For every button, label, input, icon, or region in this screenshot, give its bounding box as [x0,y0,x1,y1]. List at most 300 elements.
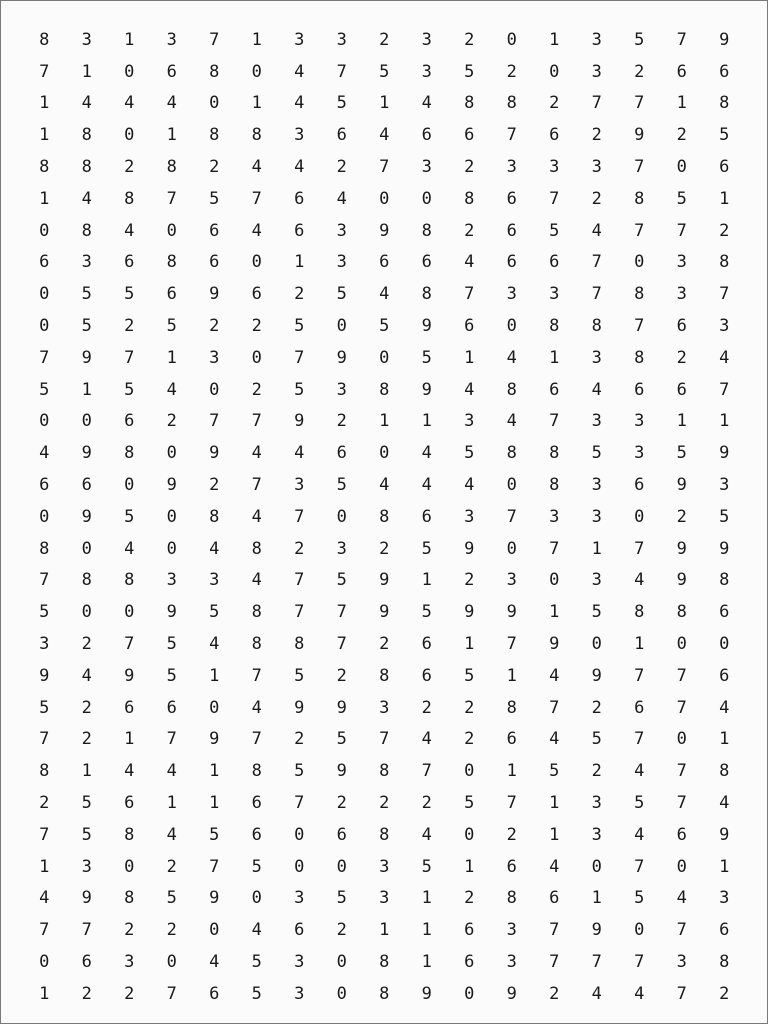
digit-cell: 6 [676,379,687,400]
digit-cell: 4 [209,952,220,972]
digit-cell: 3 [634,411,645,432]
digit-cell: 0 [634,920,645,941]
digit-cell: 8 [81,125,92,146]
digit-cell: 4 [166,824,177,845]
digit-cell: 1 [166,125,177,146]
digit-cell: 7 [39,347,50,368]
digit-cell: 9 [591,665,602,686]
digit-cell: 0 [39,220,50,241]
digit-cell: 8 [251,125,262,146]
digit-cell: 6 [549,252,560,273]
digit-cell: 7 [676,665,687,686]
digit-cell: 4 [251,570,262,591]
digit-cell: 1 [591,538,602,559]
digit-cell: 0 [506,475,517,496]
digit-cell: 3 [294,888,305,909]
digit-cell: 5 [591,602,602,623]
digit-cell: 4 [421,443,432,464]
digit-cell: 5 [676,443,687,464]
digit-cell: 8 [379,952,390,972]
digit-cell: 0 [676,856,687,877]
digit-cell: 9 [379,220,390,241]
digit-cell: 4 [379,125,390,146]
digit-cell: 5 [294,761,305,782]
digit-cell: 0 [506,29,517,50]
digit-cell: 7 [464,284,475,305]
digit-cell: 3 [676,284,687,305]
digit-cell: 1 [421,411,432,432]
digit-cell: 7 [591,952,602,972]
digit-cell: 7 [549,952,560,972]
digit-cell: 7 [124,634,135,655]
digit-cell: 0 [39,411,50,432]
digit-cell: 6 [549,125,560,146]
digit-cell: 5 [379,316,390,337]
digit-cell: 8 [421,284,432,305]
digit-cell: 6 [251,793,262,814]
digit-cell: 1 [719,188,730,209]
digit-cell: 5 [166,665,177,686]
digit-cell: 0 [676,634,687,655]
digit-cell: 3 [591,157,602,178]
digit-cell: 7 [166,188,177,209]
digit-cell: 4 [421,93,432,114]
digit-cell: 7 [634,220,645,241]
digit-cell: 6 [336,443,347,464]
digit-cell: 0 [676,157,687,178]
digit-cell: 3 [81,252,92,273]
digit-cell: 4 [124,538,135,559]
digit-cell: 7 [294,793,305,814]
digit-cell: 5 [676,188,687,209]
digit-cell: 2 [81,983,92,1004]
digit-cell: 6 [421,665,432,686]
digit-cell: 2 [591,188,602,209]
digit-cell: 5 [719,506,730,527]
digit-cell: 4 [591,379,602,400]
digit-cell: 4 [251,443,262,464]
digit-cell: 3 [124,952,135,972]
digit-cell: 7 [39,824,50,845]
digit-cell: 1 [166,793,177,814]
digit-cell: 0 [336,506,347,527]
digit-cell: 9 [676,538,687,559]
digit-cell: 7 [294,506,305,527]
digit-cell: 6 [294,220,305,241]
digit-cell: 5 [464,665,475,686]
digit-cell: 0 [166,443,177,464]
digit-cell: 8 [209,506,220,527]
digit-cell: 4 [81,93,92,114]
digit-cell: 2 [591,125,602,146]
digit-cell: 7 [379,157,390,178]
digit-cell: 3 [209,570,220,591]
digit-cell: 0 [294,856,305,877]
digit-cell: 2 [676,506,687,527]
digit-cell: 9 [506,602,517,623]
digit-cell: 8 [39,157,50,178]
digit-cell: 4 [336,188,347,209]
digit-cell: 0 [124,602,135,623]
digit-cell: 0 [379,188,390,209]
digit-cell: 1 [506,761,517,782]
digit-cell: 5 [124,284,135,305]
digit-cell: 5 [336,888,347,909]
digit-cell: 9 [294,697,305,718]
digit-cell: 1 [464,347,475,368]
digit-cell: 5 [336,729,347,750]
digit-cell: 2 [166,411,177,432]
digit-cell: 8 [209,125,220,146]
digit-cell: 7 [549,538,560,559]
digit-cell: 5 [166,316,177,337]
digit-cell: 7 [549,920,560,941]
digit-cell: 9 [209,888,220,909]
digit-cell: 9 [209,443,220,464]
digit-cell: 7 [294,570,305,591]
digit-cell: 2 [336,665,347,686]
digit-cell: 4 [251,920,262,941]
digit-cell: 4 [719,697,730,718]
digit-cell: 9 [81,888,92,909]
digit-cell: 2 [421,697,432,718]
digit-cell: 6 [251,284,262,305]
digit-cell: 6 [634,697,645,718]
digit-cell: 7 [336,602,347,623]
digit-cell: 1 [294,252,305,273]
digit-cell: 7 [676,697,687,718]
digit-cell: 8 [506,888,517,909]
digit-cell: 7 [549,411,560,432]
digit-cell: 0 [591,856,602,877]
digit-cell: 3 [591,506,602,527]
digit-cell: 2 [549,983,560,1004]
digit-cell: 3 [81,856,92,877]
digit-cell: 9 [421,983,432,1004]
digit-cell: 6 [719,665,730,686]
digit-cell: 3 [209,347,220,368]
digit-cell: 7 [294,602,305,623]
digit-cell: 5 [124,506,135,527]
digit-cell: 4 [634,983,645,1004]
digit-cell: 5 [591,443,602,464]
digit-cell: 1 [549,602,560,623]
digit-cell: 0 [379,347,390,368]
digit-cell: 9 [506,983,517,1004]
digit-cell: 7 [676,920,687,941]
digit-cell: 7 [676,761,687,782]
digit-cell: 2 [719,220,730,241]
digit-cell: 8 [421,220,432,241]
digit-cell: 2 [251,316,262,337]
digit-cell: 0 [464,824,475,845]
digit-cell: 6 [209,252,220,273]
digit-cell: 7 [676,793,687,814]
digit-cell: 0 [251,347,262,368]
digit-cell: 5 [421,602,432,623]
digit-cell: 6 [506,729,517,750]
digit-cell: 7 [591,284,602,305]
digit-cell: 2 [81,697,92,718]
digit-cell: 5 [336,93,347,114]
digit-cell: 2 [39,793,50,814]
digit-cell: 9 [81,347,92,368]
digit-cell: 0 [464,761,475,782]
digit-cell: 5 [39,379,50,400]
digit-cell: 9 [39,665,50,686]
digit-cell: 3 [294,29,305,50]
digit-cell: 2 [336,920,347,941]
digit-cell: 8 [506,93,517,114]
digit-cell: 4 [294,61,305,82]
digit-cell: 6 [209,220,220,241]
digit-cell: 0 [81,602,92,623]
digit-cell: 7 [166,729,177,750]
digit-cell: 2 [379,538,390,559]
digit-cell: 0 [166,538,177,559]
digit-cell: 0 [251,888,262,909]
digit-cell: 1 [421,952,432,972]
digit-cell: 8 [719,761,730,782]
digit-cell: 2 [81,634,92,655]
digit-cell: 5 [549,761,560,782]
digit-cell: 4 [379,475,390,496]
digit-cell: 1 [464,634,475,655]
digit-cell: 7 [676,220,687,241]
digit-cell: 7 [336,634,347,655]
digit-cell: 4 [209,634,220,655]
digit-cell: 5 [124,379,135,400]
digit-cell: 4 [421,824,432,845]
digit-cell: 1 [719,729,730,750]
digit-cell: 1 [421,888,432,909]
digit-cell: 2 [294,284,305,305]
digit-cell: 4 [506,347,517,368]
digit-cell: 1 [39,856,50,877]
digit-cell: 1 [166,347,177,368]
digit-cell: 6 [294,188,305,209]
digit-cell: 7 [719,284,730,305]
digit-cell: 3 [336,220,347,241]
digit-cell: 9 [209,284,220,305]
digit-cell: 4 [549,729,560,750]
digit-cell: 0 [124,125,135,146]
digit-cell: 0 [336,856,347,877]
digit-cell: 9 [124,665,135,686]
digit-cell: 9 [634,125,645,146]
digit-cell: 3 [421,157,432,178]
digit-cell: 3 [294,952,305,972]
digit-cell: 8 [549,316,560,337]
digit-cell: 3 [549,506,560,527]
digit-cell: 3 [336,379,347,400]
digit-cell: 7 [719,379,730,400]
digit-cell: 4 [251,506,262,527]
digit-cell: 3 [591,570,602,591]
digit-cell: 2 [591,761,602,782]
digit-cell: 9 [166,602,177,623]
digit-cell: 3 [634,443,645,464]
digit-cell: 6 [719,920,730,941]
digit-cell: 0 [39,284,50,305]
digit-cell: 7 [166,983,177,1004]
digit-cell: 4 [294,157,305,178]
digit-cell: 8 [39,29,50,50]
digit-cell: 6 [464,920,475,941]
digit-cell: 5 [294,379,305,400]
digit-cell: 5 [39,602,50,623]
digit-cell: 3 [336,538,347,559]
digit-cell: 3 [39,634,50,655]
digit-cell: 8 [719,93,730,114]
digit-cell: 2 [124,316,135,337]
digit-cell: 1 [39,93,50,114]
digit-cell: 6 [464,316,475,337]
digit-cell: 6 [506,188,517,209]
digit-cell: 2 [634,61,645,82]
digit-cell: 9 [591,920,602,941]
digit-cell: 1 [81,761,92,782]
digit-cell: 5 [81,824,92,845]
digit-cell: 5 [81,316,92,337]
digit-cell: 3 [676,252,687,273]
digit-cell: 7 [81,920,92,941]
digit-cell: 5 [421,856,432,877]
digit-cell: 2 [506,61,517,82]
digit-cell: 7 [506,506,517,527]
digit-cell: 3 [294,983,305,1004]
digit-cell: 8 [379,824,390,845]
digit-cell: 1 [634,634,645,655]
digit-cell: 0 [506,316,517,337]
digit-cell: 4 [251,157,262,178]
digit-cell: 6 [81,952,92,972]
digit-cell: 0 [464,983,475,1004]
digit-cell: 4 [166,379,177,400]
digit-cell: 0 [209,379,220,400]
digit-cell: 6 [421,252,432,273]
digit-cell: 2 [166,920,177,941]
digit-cell: 8 [549,475,560,496]
digit-cell: 4 [421,729,432,750]
digit-cell: 2 [464,888,475,909]
digit-cell: 2 [124,983,135,1004]
digit-cell: 2 [336,793,347,814]
digit-cell: 8 [209,61,220,82]
digit-cell: 5 [209,188,220,209]
digit-cell: 7 [251,411,262,432]
digit-cell: 8 [379,506,390,527]
digit-cell: 5 [81,284,92,305]
digit-cell: 0 [336,983,347,1004]
digit-cell: 0 [549,570,560,591]
digit-cell: 8 [506,697,517,718]
digit-cell: 5 [209,824,220,845]
digit-cell: 3 [294,125,305,146]
digit-cell: 2 [719,983,730,1004]
digit-cell: 4 [209,538,220,559]
digit-cell: 2 [379,29,390,50]
digit-cell: 5 [634,888,645,909]
digit-cell: 6 [336,824,347,845]
digit-cell: 8 [634,347,645,368]
digit-cell: 8 [124,443,135,464]
digit-cell: 6 [166,284,177,305]
digit-cell: 4 [719,347,730,368]
digit-cell: 2 [294,538,305,559]
digit-cell: 4 [124,761,135,782]
digit-cell: 3 [464,506,475,527]
digit-cell: 6 [506,856,517,877]
digit-cell: 1 [379,411,390,432]
digit-cell: 1 [719,411,730,432]
digit-cell: 8 [676,602,687,623]
digit-cell: 4 [421,475,432,496]
digit-cell: 3 [421,61,432,82]
digit-cell: 8 [81,220,92,241]
digit-cell: 9 [294,411,305,432]
digit-cell: 7 [676,983,687,1004]
digit-cell: 5 [166,888,177,909]
digit-cell: 9 [209,729,220,750]
digit-cell: 8 [124,888,135,909]
digit-cell: 8 [251,602,262,623]
digit-cell: 8 [294,634,305,655]
digit-cell: 5 [464,61,475,82]
digit-cell: 9 [379,602,390,623]
digit-cell: 3 [506,920,517,941]
digit-cell: 4 [676,888,687,909]
digit-cell: 5 [591,729,602,750]
digit-cell: 2 [464,570,475,591]
digit-cell: 4 [549,856,560,877]
digit-cell: 6 [251,824,262,845]
digit-cell: 1 [81,379,92,400]
digit-cell: 3 [294,475,305,496]
digit-cell: 9 [336,761,347,782]
digit-cell: 4 [251,220,262,241]
digit-cell: 5 [294,316,305,337]
digit-cell: 7 [506,125,517,146]
digit-cell: 7 [39,61,50,82]
digit-cell: 3 [591,824,602,845]
digit-cell: 5 [634,29,645,50]
digit-cell: 7 [634,157,645,178]
digit-cell: 8 [719,252,730,273]
digit-cell: 1 [719,856,730,877]
digit-cell: 0 [336,952,347,972]
digit-cell: 8 [251,538,262,559]
digit-cell: 2 [464,220,475,241]
digit-cell: 4 [166,761,177,782]
digit-cell: 6 [379,252,390,273]
digit-cell: 4 [39,443,50,464]
digit-cell: 3 [591,61,602,82]
digit-cell: 4 [124,93,135,114]
digit-cell: 7 [506,634,517,655]
digit-cell: 2 [676,347,687,368]
digit-cell: 9 [166,475,177,496]
digit-cell: 9 [81,443,92,464]
digit-cell: 6 [719,157,730,178]
digit-cell: 7 [209,29,220,50]
digit-cell: 0 [39,506,50,527]
digit-cell: 0 [209,920,220,941]
digit-cell: 5 [634,793,645,814]
digit-cell: 7 [634,93,645,114]
digit-cell: 7 [634,538,645,559]
digit-cell: 7 [591,93,602,114]
